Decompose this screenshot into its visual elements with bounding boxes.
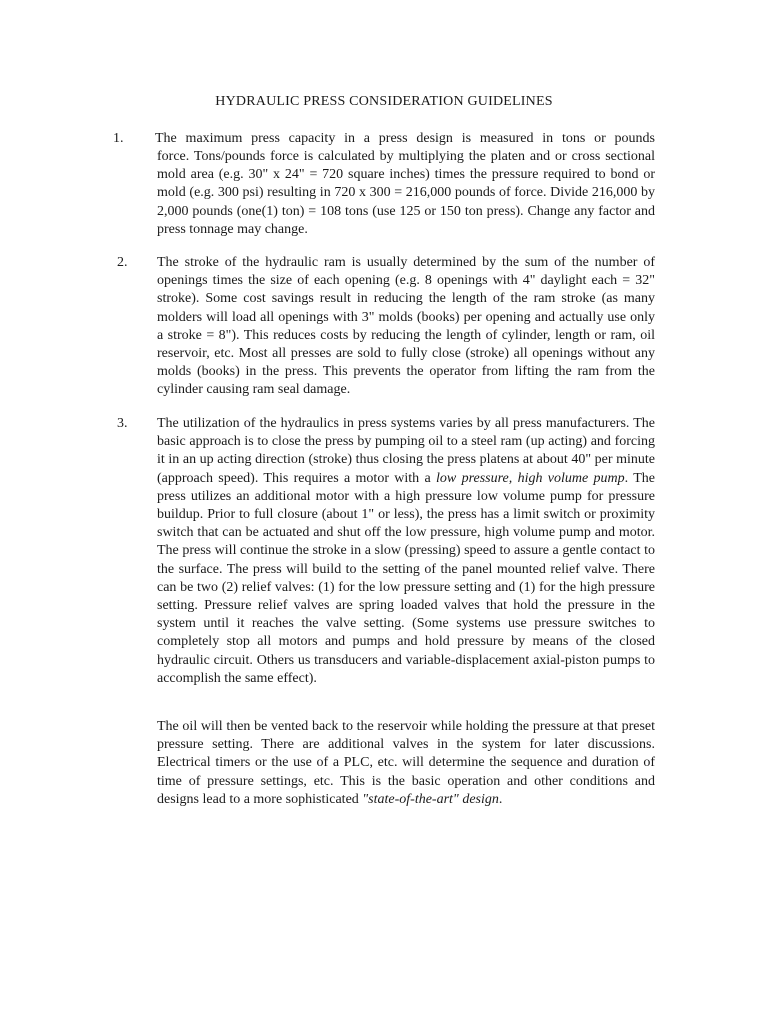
item-body: force. Tons/pounds force is calculated by multiplying the platen and or cross sectional mold area (e.g. 30" x 24" = 720 square inches) times the pressure required to bond or mold (e.g. 300 psi) resulting in 720 x 300 = 216,000 pounds of force. Divide 216,000 by 2,000 pounds (one(1) ton) = 108 tons (use 125 or 150 ton press). Change any factor and press tonnage may change.: [157, 149, 655, 237]
paragraph-text: The oil will then be vented back to the reservoir while holding the pressure at that preset pressure setting. There are additional valves in the system for later discussions. Electrical timers or the use of a PLC, etc. will determine the sequence and duration of time of pressure settings, etc. This is the basic operation and other conditions and designs lead to a more sophisticated: [157, 719, 655, 807]
item-body-text: The utilization of the hydraulics in press systems varies by all press manufacturers. The basic approach is to close the press by pumping oil to a steel ram (up acting) and forcing it in an up acting direction (stroke) thus closing the press platens at about 40" per minute (approach speed). This requires a motor with a: [157, 416, 655, 486]
item-number: 2.: [117, 255, 128, 270]
paragraph-text-end: .: [498, 791, 503, 807]
item-body-italic: low pressure, high volume pump: [436, 470, 625, 486]
paragraph-body: [157, 718, 655, 809]
item-number: 1.: [113, 131, 124, 146]
item-body-text-end: . The press utilizes an additional motor with a high pressure low volume pump for pressure buildup. Prior to full closure (about 1" or less), the press has a limit switch or proximity switch that can be actuated and shut off the low pressure, high volume pump and motor. The press will continue the stroke in a slow (pressing) speed to assure a gentle contact to the surface. The press will build to the setting of the panel mounted relief valve. There can be two (2) relief valves: (1) for the low pressure setting and (1) for the high pressure setting. Pressure relief valves are spring loaded valves that hold the pressure in the system until it reaches the valve setting. (Some systems use pressure switches to completely stop all motors and pumps and hold pressure by means of the closed hydraulic circuit. Others us transducers and variable-displacement axial-piston pumps to accomplish the same effect).: [157, 470, 656, 686]
page-title: HYDRAULIC PRESS CONSIDERATION GUIDELINES: [215, 94, 553, 109]
item-first-line: The maximum press capacity in a press design is measured in tons or pounds: [155, 131, 655, 146]
item-body: The stroke of the hydraulic ram is usually determined by the sum of the number of openings times the size of each opening (e.g. 8 openings with 4" daylight each = 32" stroke). Some cost savings result in reducing the length of the ram stroke (as many molders will load all openings with 3" molds (books) per opening and actually use only a stroke = 8"). This reduces costs by reducing the length of cylinder, length or ram, oil reservoir, etc. Most all presses are sold to fully close (stroke) all openings without any molds (books) in the press. This prevents the operator from lifting the ram from the cylinder causing ram seal damage.: [157, 255, 655, 398]
paragraph-italic: "state-of-the-art" design: [362, 791, 499, 807]
item-number: 3.: [117, 416, 128, 431]
item-body: [157, 415, 655, 688]
